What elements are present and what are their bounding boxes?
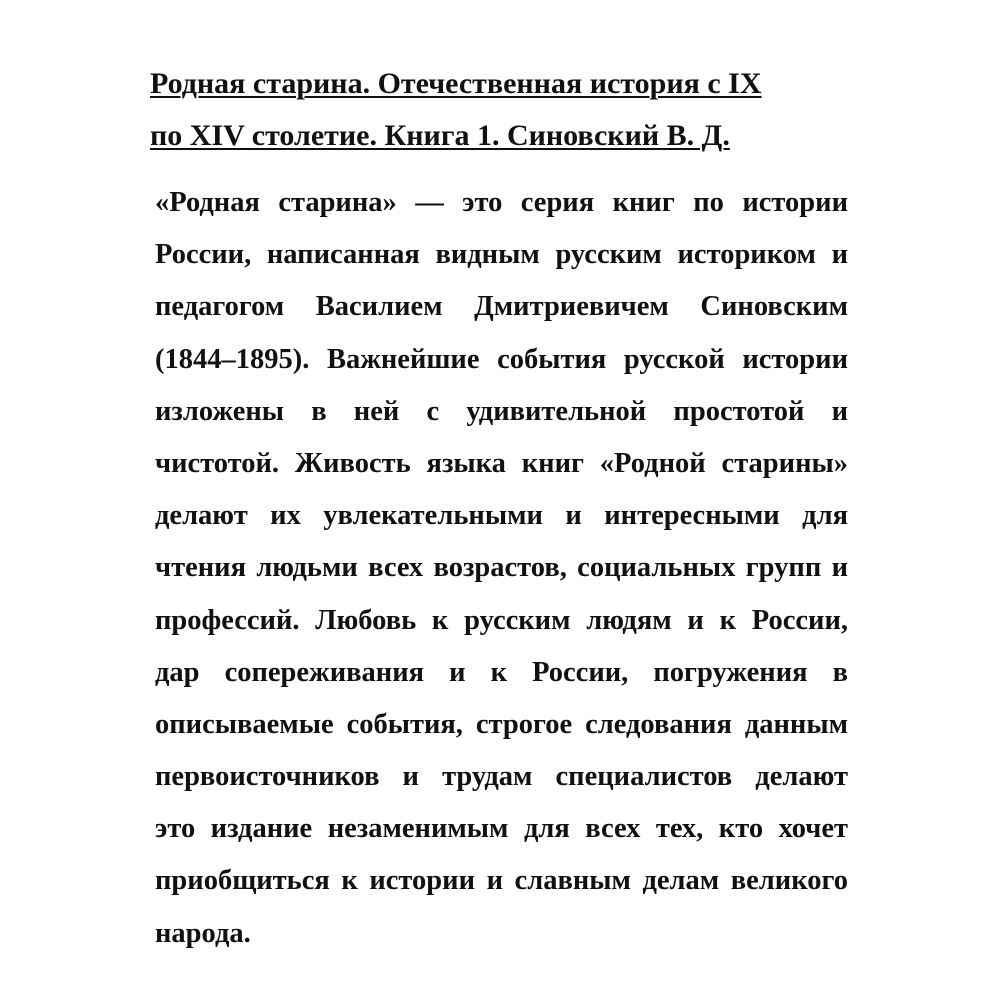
paragraph-line: «Родная старина» — это серия книг по истории (155, 187, 848, 218)
paragraph-line: это издание незаменимым для всех тех, кто хочет (155, 813, 848, 845)
paragraph-line: России, написанная видным русским историком и (155, 239, 848, 271)
title-line (150, 110, 850, 162)
paragraph-line: описываемые события, строгое следования данным (155, 708, 848, 740)
paragraph-line: приобщиться к истории и славным делам великого (155, 865, 848, 897)
paragraph-line: профессий. Любовь к русским людям и к России, (155, 604, 848, 636)
title-line-text: Родная старина. Отечественная история с IX (150, 67, 762, 100)
title-line (150, 58, 850, 110)
paragraph-line: чистотой. Живость языка книг «Родной старины» (155, 447, 848, 479)
paragraph-line: педагогом Василием Дмитриевичем Синовским (155, 291, 848, 323)
description-paragraph (155, 177, 848, 960)
paragraph-line: (1844–1895). Важнейшие события русской истории (155, 343, 848, 375)
paragraph-line: первоисточников и трудам специалистов делают (155, 761, 848, 793)
paragraph-line: изложены в ней с удивительной простотой и (155, 395, 848, 427)
paragraph-line: народа. (155, 917, 251, 949)
title-line-text: по XIV столетие. Книга 1. Синовский В. Д. (150, 119, 730, 152)
document-title (150, 58, 850, 162)
paragraph-line: дар сопереживания и к России, погружения в (155, 656, 848, 688)
paragraph-line: делают их увлекательными и интересными для (155, 500, 848, 532)
paragraph-line: чтения людьми всех возрастов, социальных групп и (155, 552, 848, 584)
